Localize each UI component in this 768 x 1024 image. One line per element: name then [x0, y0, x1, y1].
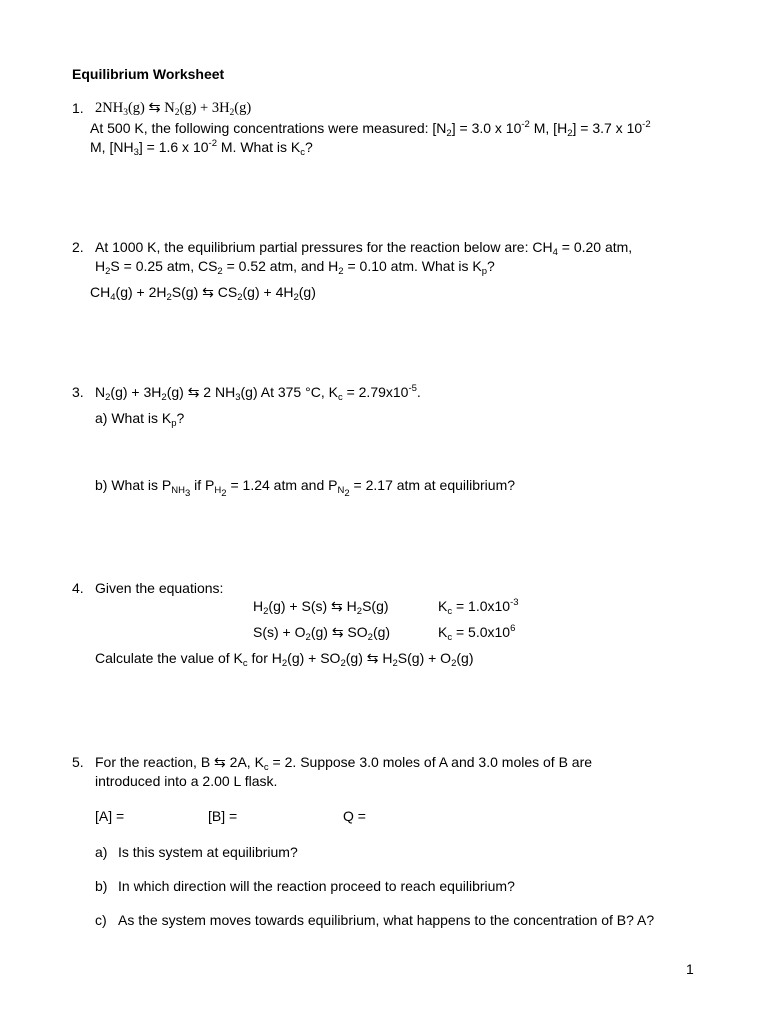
q3-line-1: $N_2(g) + 3H_2(g)$ ⇆ 2 $NH_3(g)$ At 375 °C, $K_c = 2.79x10^{-5}$.	[95, 383, 421, 403]
q3-part-b: b) What is $P_{NH_3}$ if $P_{H_2} = 1.24$ atm and $P_{N_2} = 2.17$ atm at equilibrium?	[95, 477, 516, 499]
q2-line-2: $H_2S = 0.25$ atm, $CS_2 = 0.52$ atm, and $H_2 = 0.10$ atm. What is $K_p$?	[95, 258, 495, 277]
q1-line-2: M, $[NH_3] = 1.6$ x $10^{-2}$ M. What is $K_c$?	[90, 138, 313, 158]
q3-part-a: a) What is $K_p$?	[95, 410, 185, 429]
q4-equation-2: $S(s) + O_2(g)$ ⇆ $SO_2(g)$	[253, 624, 391, 643]
q4-intro: Given the equations:	[95, 580, 224, 596]
q5-part-c-letter: c)	[95, 912, 107, 928]
q4-number: 4.	[72, 580, 84, 596]
q5-line-2: introduced into a 2.00 L flask.	[95, 773, 278, 789]
q5-part-a-text: Is this system at equilibrium?	[118, 844, 298, 860]
page-number: 1	[686, 961, 694, 977]
q3-number: 3.	[72, 384, 84, 400]
q1-number: 1.	[72, 100, 84, 116]
q1-line-1: At 500 K, the following concentrations were measured: $[N_2] = 3.0$ x $10^{-2}$ M, $[H_2] = 3.7$ x $10^{-2}$	[90, 119, 651, 139]
q2-reaction: $CH_4(g) + 2H_2S(g)$ ⇆ $CS_2(g) + 4H_2(g)$	[90, 284, 316, 303]
q1-reaction: $2NH_3(g)$ ⇆ $N_2(g) + 3H_2(g)$	[95, 100, 252, 118]
q5-blank-a: [A] =	[95, 808, 125, 824]
q2-line-1: At 1000 K, the equilibrium partial pressures for the reaction below are: $CH_4 = 0.20$ atm,	[95, 239, 633, 258]
q4-k-value-2: $K_c = 5.0x10^6$	[438, 623, 516, 643]
q4-k-value-1: $K_c = 1.0x10^{-3}$	[438, 597, 519, 617]
q5-part-b-letter: b)	[95, 878, 108, 894]
q4-equation-1: $H_2(g) + S(s)$ ⇆ $H_2S(g)$	[253, 598, 389, 617]
q4-calculate: Calculate the value of $K_c$ for $H_2(g) + SO_2(g)$ ⇆ $H_2S(g) + O_2(g)$	[95, 650, 474, 669]
q5-part-b-text: In which direction will the reaction proceed to reach equilibrium?	[118, 878, 515, 894]
worksheet-title: Equilibrium Worksheet	[72, 66, 225, 82]
q5-line-1: For the reaction, B ⇆ 2A, $K_c = 2$. Suppose 3.0 moles of A and 3.0 moles of B are	[95, 754, 593, 773]
q5-blank-q: Q =	[343, 808, 366, 824]
q5-blank-b: [B] =	[208, 808, 238, 824]
q2-number: 2.	[72, 239, 84, 255]
q5-part-c-text: As the system moves towards equilibrium, what happens to the concentration of B? A?	[118, 912, 655, 928]
q5-part-a-letter: a)	[95, 844, 108, 860]
q5-number: 5.	[72, 754, 84, 770]
